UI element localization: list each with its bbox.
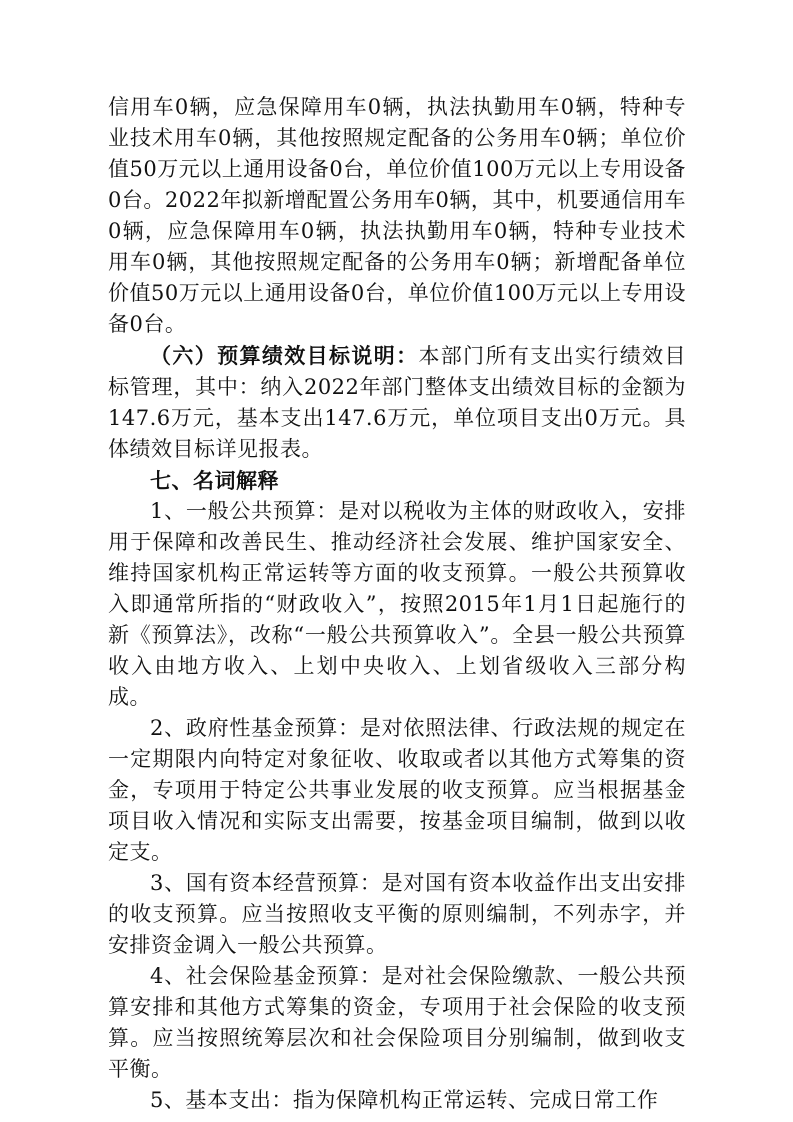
document-page	[108, 92, 686, 1116]
paragraph-performance-targets	[108, 340, 686, 465]
paragraph-text: 5、基本支出：指为保障机构正常运转、完成日常工作	[150, 1088, 659, 1112]
paragraph-text: 4、社会保险基金预算：是对社会保险缴款、一般公共预算安排和其他方式筹集的资金，专项用于社会保险的收支预算。应当按照统筹层次和社会保险项目分别编制，做到收支平衡。	[108, 964, 686, 1081]
glossary-item-basic-expenditure	[108, 1085, 686, 1116]
section-heading-performance: （六）预算绩效目标说明：	[150, 343, 419, 368]
glossary-item-social-insurance-budget	[108, 961, 686, 1085]
paragraph-text: 本部门所有支出实行绩效目标管理，其中：纳入2022年部门整体支出绩效目标的金额为147.6万元，基本支出147.6万元，单位项目支出0万元。具体绩效目标详见报表。	[108, 344, 687, 461]
section-heading-glossary	[108, 465, 686, 496]
glossary-item-fund-budget	[108, 713, 686, 868]
paragraph-text: 1、一般公共预算：是对以税收为主体的财政收入，安排用于保障和改善民生、推动经济社会发展、维护国家安全、维持国家机构正常运转等方面的收支预算。一般公共预算收入即通常所指的“财政收入”，按照2015年1月1日起施行的新《预算法》，改称“一般公共预算收入”。全县一般公共预算收入由地方收入、上划中央收入、上划省级收入三部分构成。	[108, 499, 686, 709]
paragraph-text: 信用车0辆，应急保障用车0辆，执法执勤用车0辆，特种专业技术用车0辆，其他按照规定配备的公务用车0辆；单位价值50万元以上通用设备0台，单位价值100万元以上专用设备0台。2022年拟新增配置公务用车0辆，其中，机要通信用车0辆，应急保障用车0辆，执法执勤用车0辆，特种专业技术用车0辆，其他按照规定配备的公务用车0辆；新增配备单位价值50万元以上通用设备0台，单位价值100万元以上专用设备0台。	[108, 95, 686, 336]
paragraph-text: 3、国有资本经营预算：是对国有资本收益作出支出安排的收支预算。应当按照收支平衡的原则编制，不列赤字，并安排资金调入一般公共预算。	[108, 871, 686, 957]
heading-text: 七、名词解释	[150, 468, 279, 493]
paragraph-text: 2、政府性基金预算：是对依照法律、行政法规的规定在一定期限内向特定对象征收、收取或者以其他方式筹集的资金，专项用于特定公共事业发展的收支预算。应当根据基金项目收入情况和实际支出需要，按基金项目编制，做到以收定支。	[108, 716, 686, 864]
glossary-item-state-capital-budget	[108, 868, 686, 961]
paragraph-vehicle-equipment	[108, 92, 686, 340]
glossary-item-general-budget	[108, 496, 686, 713]
